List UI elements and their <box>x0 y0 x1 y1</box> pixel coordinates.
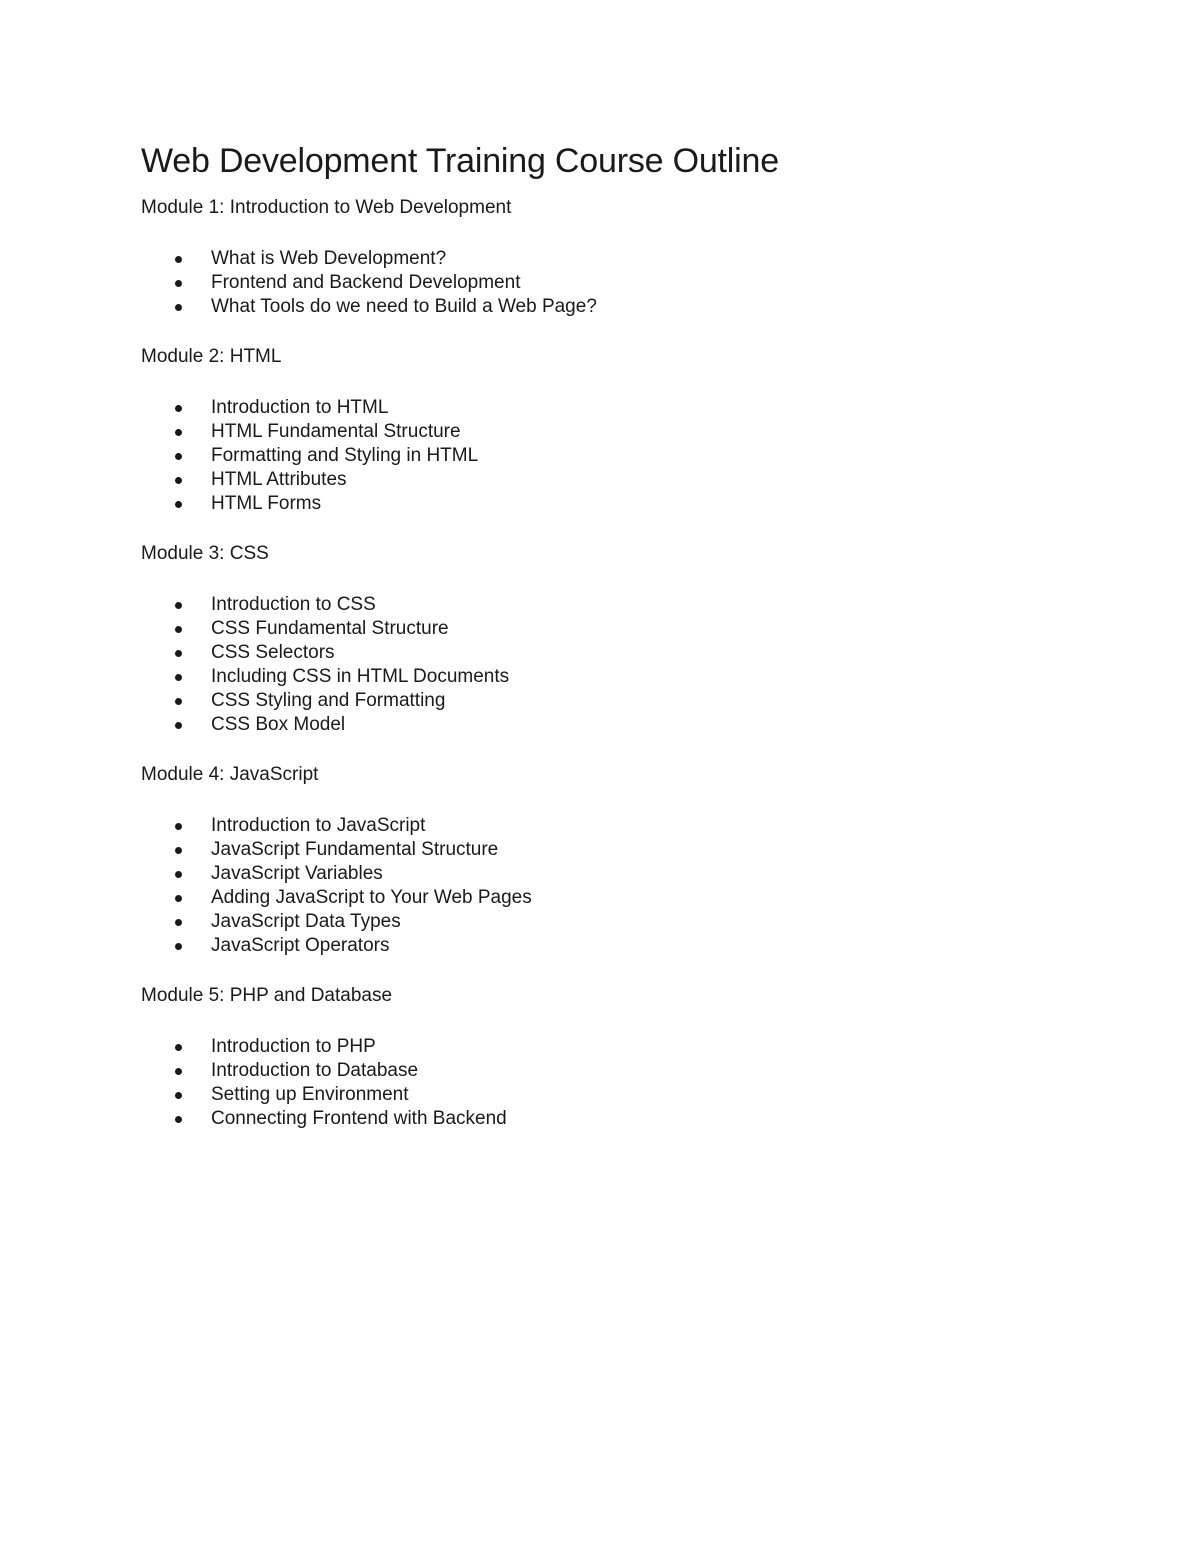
topic-label: CSS Selectors <box>211 642 335 663</box>
bullet-icon <box>175 919 182 926</box>
bullet-icon <box>175 501 182 508</box>
list-item <box>141 444 1081 468</box>
bullet-icon <box>175 602 182 609</box>
list-item <box>141 1059 1081 1083</box>
list-item <box>141 641 1081 665</box>
topic-label: What Tools do we need to Build a Web Page? <box>211 296 597 317</box>
topic-label: Introduction to Database <box>211 1060 419 1081</box>
topic-list <box>141 247 1081 319</box>
list-item <box>141 665 1081 689</box>
bullet-icon <box>175 674 182 681</box>
bullet-icon <box>175 626 182 633</box>
list-item <box>141 271 1081 295</box>
bullet-icon <box>175 847 182 854</box>
topic-label: Introduction to PHP <box>211 1036 376 1057</box>
topic-label: HTML Fundamental Structure <box>211 421 461 442</box>
bullet-icon <box>175 453 182 460</box>
list-item <box>141 1035 1081 1059</box>
topic-label: CSS Box Model <box>211 714 346 735</box>
list-item <box>141 910 1081 934</box>
topic-list <box>141 814 1081 958</box>
topic-label: Adding JavaScript to Your Web Pages <box>211 887 532 908</box>
topic-label: CSS Fundamental Structure <box>211 618 449 639</box>
module-2 <box>141 345 1081 516</box>
topic-label: JavaScript Data Types <box>211 911 401 932</box>
document-page <box>141 140 1081 1131</box>
topic-label: Introduction to HTML <box>211 397 389 418</box>
list-item <box>141 934 1081 958</box>
topic-list <box>141 1035 1081 1131</box>
list-item <box>141 593 1081 617</box>
topic-label: Including CSS in HTML Documents <box>211 666 510 687</box>
module-3 <box>141 542 1081 737</box>
list-item <box>141 838 1081 862</box>
document-title: Web Development Training Course Outline <box>141 142 779 180</box>
topic-list <box>141 593 1081 737</box>
list-item <box>141 814 1081 838</box>
topic-label: JavaScript Variables <box>211 863 383 884</box>
bullet-icon <box>175 1092 182 1099</box>
list-item <box>141 468 1081 492</box>
bullet-icon <box>175 895 182 902</box>
bullet-icon <box>175 698 182 705</box>
topic-label: Setting up Environment <box>211 1084 409 1105</box>
bullet-icon <box>175 722 182 729</box>
bullet-icon <box>175 943 182 950</box>
bullet-icon <box>175 304 182 311</box>
module-heading: Module 5: PHP and Database <box>141 985 393 1006</box>
topic-label: CSS Styling and Formatting <box>211 690 446 711</box>
module-heading: Module 4: JavaScript <box>141 764 319 785</box>
bullet-icon <box>175 280 182 287</box>
list-item <box>141 295 1081 319</box>
topic-label: Introduction to CSS <box>211 594 376 615</box>
list-item <box>141 1083 1081 1107</box>
bullet-icon <box>175 429 182 436</box>
topic-list <box>141 396 1081 516</box>
bullet-icon <box>175 1044 182 1051</box>
topic-label: Connecting Frontend with Backend <box>211 1108 507 1129</box>
module-4 <box>141 763 1081 958</box>
topic-label: Formatting and Styling in HTML <box>211 445 479 466</box>
bullet-icon <box>175 477 182 484</box>
list-item <box>141 617 1081 641</box>
bullet-icon <box>175 1116 182 1123</box>
topic-label: HTML Forms <box>211 493 322 514</box>
bullet-icon <box>175 405 182 412</box>
topic-label: Frontend and Backend Development <box>211 272 521 293</box>
module-heading: Module 3: CSS <box>141 543 269 564</box>
list-item <box>141 886 1081 910</box>
bullet-icon <box>175 650 182 657</box>
bullet-icon <box>175 256 182 263</box>
module-heading: Module 2: HTML <box>141 346 282 367</box>
list-item <box>141 492 1081 516</box>
topic-label: HTML Attributes <box>211 469 347 490</box>
bullet-icon <box>175 1068 182 1075</box>
topic-label: JavaScript Operators <box>211 935 390 956</box>
list-item <box>141 396 1081 420</box>
topic-label: JavaScript Fundamental Structure <box>211 839 499 860</box>
module-5 <box>141 984 1081 1131</box>
list-item <box>141 713 1081 737</box>
topic-label: What is Web Development? <box>211 248 447 269</box>
module-heading: Module 1: Introduction to Web Development <box>141 197 512 218</box>
list-item <box>141 862 1081 886</box>
bullet-icon <box>175 871 182 878</box>
list-item <box>141 1107 1081 1131</box>
module-1 <box>141 196 1081 319</box>
bullet-icon <box>175 823 182 830</box>
topic-label: Introduction to JavaScript <box>211 815 426 836</box>
list-item <box>141 420 1081 444</box>
list-item <box>141 689 1081 713</box>
list-item <box>141 247 1081 271</box>
